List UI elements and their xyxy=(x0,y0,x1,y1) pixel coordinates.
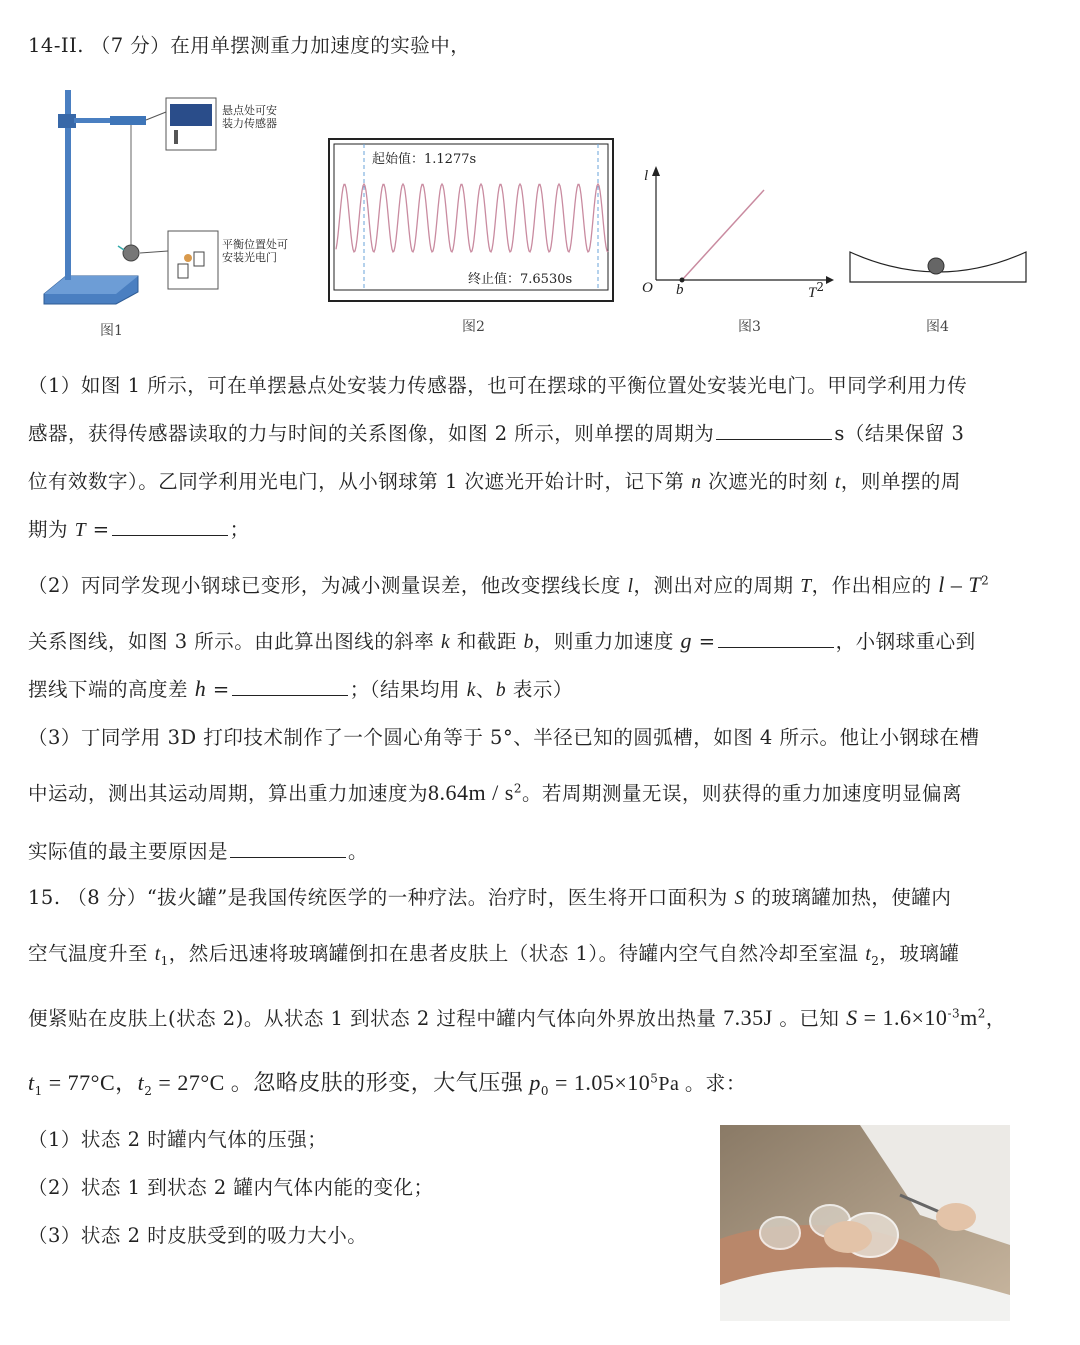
value-g-measured: 8.64m / s xyxy=(428,780,514,805)
q15-sub2: （2）状态 1 到状态 2 罐内气体内能的变化； xyxy=(28,1176,434,1199)
q14-p2-l3d: 、 xyxy=(475,678,496,701)
q14-p3-l2a: 中运动，测出其运动周期，算出重力加速度为 xyxy=(28,782,429,805)
area-exp: -3 xyxy=(947,1006,961,1021)
var-l: l xyxy=(627,576,634,597)
value-t2: = 27°C 。忽略皮肤的形变，大气压强 xyxy=(152,1070,530,1095)
var-t1: t xyxy=(154,944,161,965)
expr-l-T: l – T xyxy=(938,572,982,597)
var-T2: T xyxy=(800,576,812,597)
fig3-intercept: b xyxy=(676,282,684,298)
q14-p2-l3e: 表示） xyxy=(506,678,573,701)
area-unit: m xyxy=(960,1005,978,1030)
figure-3 xyxy=(638,164,838,304)
q14-p1-l4c: ； xyxy=(229,518,250,541)
q15-sub1: （1）状态 2 时罐内气体的压强； xyxy=(28,1128,328,1151)
var-t: t xyxy=(834,472,841,493)
q14-p2-l3b: = xyxy=(206,678,230,701)
q15-line1 xyxy=(28,882,951,910)
q14-p3-l3a: 实际值的最主要原因是 xyxy=(28,840,229,863)
fig4-caption: 图4 xyxy=(926,319,949,335)
fig1-caption: 图1 xyxy=(100,323,123,339)
q14-p2-line1 xyxy=(28,570,989,598)
sub-2b: 2 xyxy=(144,1083,153,1098)
q14-p1-l4a: 期为 xyxy=(28,518,75,541)
fig1-note-top-1: 悬点处可安 xyxy=(222,104,277,117)
q14-p2-line2 xyxy=(28,626,976,654)
q14-p2-l2a: 关系图线，如图 3 所示。由此算出图线的斜率 xyxy=(28,630,442,653)
var-t2b: t xyxy=(137,1070,145,1095)
q14-p3-line3 xyxy=(28,836,368,864)
cupping-photo-illustration xyxy=(720,1125,1010,1321)
fig1-note-bottom-2: 安装光电门 xyxy=(222,251,277,264)
q14-p2-l1c: ，作出相应的 xyxy=(811,574,939,597)
answer-blank-g[interactable] xyxy=(718,629,834,648)
q14-p2-l3a: 摆线下端的高度差 xyxy=(28,678,195,701)
var-S: S xyxy=(734,888,745,909)
q14-p2-l2c: ，则重力加速度 xyxy=(533,630,681,653)
q14-p1-l2a: 感器，获得传感器读取的力与时间的关系图像，如图 2 所示，则单摆的周期为 xyxy=(28,422,715,445)
fig3-x-axis-sup: 2 xyxy=(816,280,824,294)
p0-exp: 5 xyxy=(650,1071,659,1086)
value-heat: 7.35J xyxy=(723,1005,773,1030)
q15-l3b: 。已知 xyxy=(772,1007,847,1030)
var-t2: t xyxy=(865,944,872,965)
q14-p3-l3b: 。 xyxy=(348,840,369,863)
figure-1 xyxy=(36,86,326,346)
cupping-photo xyxy=(720,1125,1010,1321)
fig2-start-label: 起始值：1.1277s xyxy=(372,152,477,167)
answer-blank-reason[interactable] xyxy=(230,839,346,858)
q15-line3 xyxy=(28,1003,1006,1031)
var-k: k xyxy=(441,632,451,653)
q14-p2-l1b: ，测出对应的周期 xyxy=(633,574,801,597)
q14-p2-line3 xyxy=(28,674,573,702)
answer-blank-h[interactable] xyxy=(232,677,348,696)
q14-p2-l2d: = xyxy=(692,630,716,653)
sub-1b: 1 xyxy=(34,1083,43,1098)
q14-p2-l3c: ；（结果均用 xyxy=(349,678,467,701)
var-t1b: t xyxy=(28,1070,35,1095)
figure-2 xyxy=(328,138,614,302)
arc-groove-diagram xyxy=(846,248,1030,292)
value-area: = 1.6×10 xyxy=(857,1005,948,1030)
q15-sub3: （3）状态 2 时皮肤受到的吸力大小。 xyxy=(28,1224,368,1247)
fig2-end-label: 终止值：7.6530s xyxy=(468,272,573,287)
fig3-caption: 图3 xyxy=(738,319,761,335)
q14-p1-line1: （1）如图 1 所示，可在单摆悬点处安装力传感器，也可在摆球的平衡位置处安装光电门。甲同学利用力传 xyxy=(28,374,968,397)
q14-p3-line1: （3）丁同学用 3D 打印技术制作了一个圆心角等于 5°、半径已知的圆弧槽，如图 4 所示。他让小钢球在槽 xyxy=(28,726,980,749)
fig1-note-bottom-1: 平衡位置处可 xyxy=(222,238,288,251)
q15-l1b: 的玻璃罐加热，使罐内 xyxy=(744,886,952,909)
value-t1: = 77°C， xyxy=(42,1070,138,1095)
q14-p2-l1a: （2）丙同学发现小钢球已变形，为减小测量误差，他改变摆线长度 xyxy=(28,574,628,597)
var-S2: S xyxy=(846,1005,858,1030)
expr-sup: 2 xyxy=(981,573,990,588)
q15-l3a: 便紧贴在皮肤上(状态 2)。从状态 1 到状态 2 过程中罐内气体向外界放出热量 xyxy=(28,1007,724,1030)
figure-4 xyxy=(846,248,1030,292)
sub-2: 2 xyxy=(871,953,880,968)
fig3-origin: O xyxy=(642,280,653,296)
q14-p1-l2b: s（结果保留 3 xyxy=(834,422,965,445)
q14-p1-l3b: 次遮光的时刻 xyxy=(701,470,835,493)
q15-l3e: ， xyxy=(985,1007,1006,1030)
var-h: h xyxy=(194,676,207,701)
pendulum-stand-diagram xyxy=(36,86,326,316)
q15-l1a: 15. （8 分）“拔火罐”是我国传统医学的一种疗法。治疗时，医生将开口面积为 xyxy=(28,886,735,909)
var-n: n xyxy=(691,472,702,493)
var-b2: b xyxy=(495,680,507,701)
var-b: b xyxy=(523,632,534,653)
q15-l2a: 空气温度升至 xyxy=(28,942,155,965)
q14-p1-l4b: = xyxy=(86,518,110,541)
q15-line4 xyxy=(28,1066,746,1098)
fig3-x-axis: T xyxy=(808,285,817,301)
fig1-note-top-2: 装力传感器 xyxy=(222,117,277,130)
var-T: T xyxy=(74,520,87,541)
value-p0: = 1.05×10 xyxy=(548,1070,651,1095)
q15-line2 xyxy=(28,938,959,968)
q14-p3-l2b: 。若周期测量无误，则获得的重力加速度明显偏离 xyxy=(521,782,962,805)
q15-l4d: Pa 。求： xyxy=(658,1073,747,1095)
q14-p1-line2 xyxy=(28,418,964,446)
answer-blank-T[interactable] xyxy=(112,517,228,536)
var-k2: k xyxy=(466,680,476,701)
q14-p1-line3 xyxy=(28,466,961,494)
var-g: g xyxy=(680,628,693,653)
q14-p1-l3c: ，则单摆的周 xyxy=(840,470,961,493)
sub-1: 1 xyxy=(160,953,169,968)
q14-p2-l2b: 和截距 xyxy=(450,630,524,653)
q15-l2b: ，然后迅速将玻璃罐倒扣在患者皮肤上（状态 1）。待罐内空气自然冷却至室温 xyxy=(168,942,866,965)
value-sup: 2 xyxy=(513,781,522,796)
q14-p2-l2e: ，小钢球重心到 xyxy=(835,630,976,653)
q14-p3-line2 xyxy=(28,778,962,806)
q14-title: 14-II. （7 分）在用单摆测重力加速度的实验中， xyxy=(28,34,471,57)
q15-l2c: ，玻璃罐 xyxy=(879,942,960,965)
var-p: p xyxy=(529,1070,541,1095)
fig3-y-axis: l xyxy=(644,168,649,184)
fig2-caption: 图2 xyxy=(462,319,485,335)
sub-0: 0 xyxy=(540,1083,549,1098)
answer-blank-period[interactable] xyxy=(716,421,832,440)
area-unit-sup: 2 xyxy=(977,1006,986,1021)
q14-p1-l3a: 位有效数字）。乙同学利用光电门，从小钢球第 1 次遮光开始计时，记下第 xyxy=(28,470,692,493)
q14-p1-line4 xyxy=(28,514,250,542)
